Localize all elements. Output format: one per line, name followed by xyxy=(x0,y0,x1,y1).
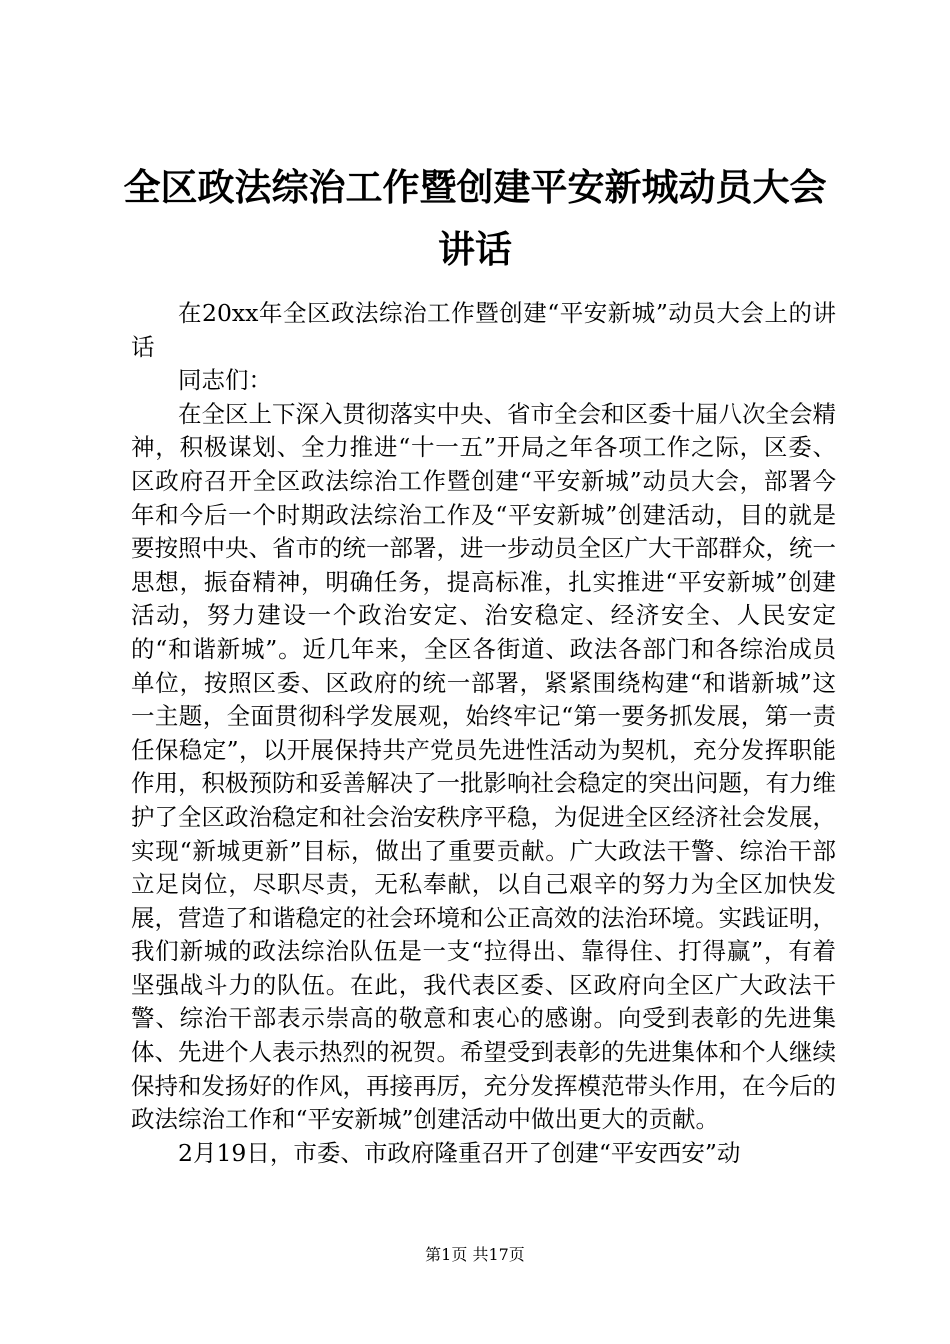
document-title: 全区政法综治工作暨创建平安新城动员大会讲话 xyxy=(123,165,827,271)
body-paragraph: 在全区上下深入贯彻落实中央、省市全会和区委十届八次全会精神，积极谋划、全力推进“十一五”开局之年各项工作之际，区委、区政府召开全区政法综治工作暨创建“平安新城”动员大会，部署今年和今后一个时期政法综治工作及“平安新城”创建活动，目的就是要按照中央、省市的统一部署，进一步动员全区广大干部群众，统一思想，振奋精神，明确任务，提高标准，扎实推进“平安新城”创建活动，努力建设一个政治安定、治安稳定、经济安全、人民安定的“和谐新城”。近几年来，全区各街道、政法各部门和各综治成员单位，按照区委、区政府的统一部署，紧紧围绕构建“和谐新城”这一主题，全面贯彻科学发展观，始终牢记“第一要务抓发展，第一责任保稳定”，以开展保持共产党员先进性活动为契机，充分发挥职能作用，积极预防和妥善解决了一批影响社会稳定的突出问题，有力维护了全区政治稳定和社会治安秩序平稳，为促进全区经济社会发展，实现“新城更新”目标，做出了重要贡献。广大政法干警、综治干部立足岗位，尽职尽责，无私奉献，以自己艰辛的努力为全区加快发展，营造了和谐稳定的社会环境和公正高效的法治环境。实践证明，我们新城的政法综治队伍是一支“拉得出、靠得住、打得赢”，有着坚强战斗力的队伍。在此，我代表区委、区政府向全区广大政法干警、综治干部表示崇高的敬意和衷心的感谢。向受到表彰的先进集体、先进个人表示热烈的祝贺。希望受到表彰的先进集体和个人继续保持和发扬好的作风，再接再厉，充分发挥模范带头作用，在今后的政法综治工作和“平安新城”创建活动中做出更大的贡献。 xyxy=(131,399,836,1134)
document-body xyxy=(131,297,836,1170)
salutation-paragraph: 同志们： xyxy=(178,366,272,395)
page-number-footer: 第1页 共17页 xyxy=(425,1245,525,1264)
subtitle-paragraph: 在20xx年全区政法综治工作暨创建“平安新城”动员大会上的讲话 xyxy=(131,299,836,361)
body-paragraph: 2月19日，市委、市政府隆重召开了创建“平安西安”动 xyxy=(178,1138,741,1167)
